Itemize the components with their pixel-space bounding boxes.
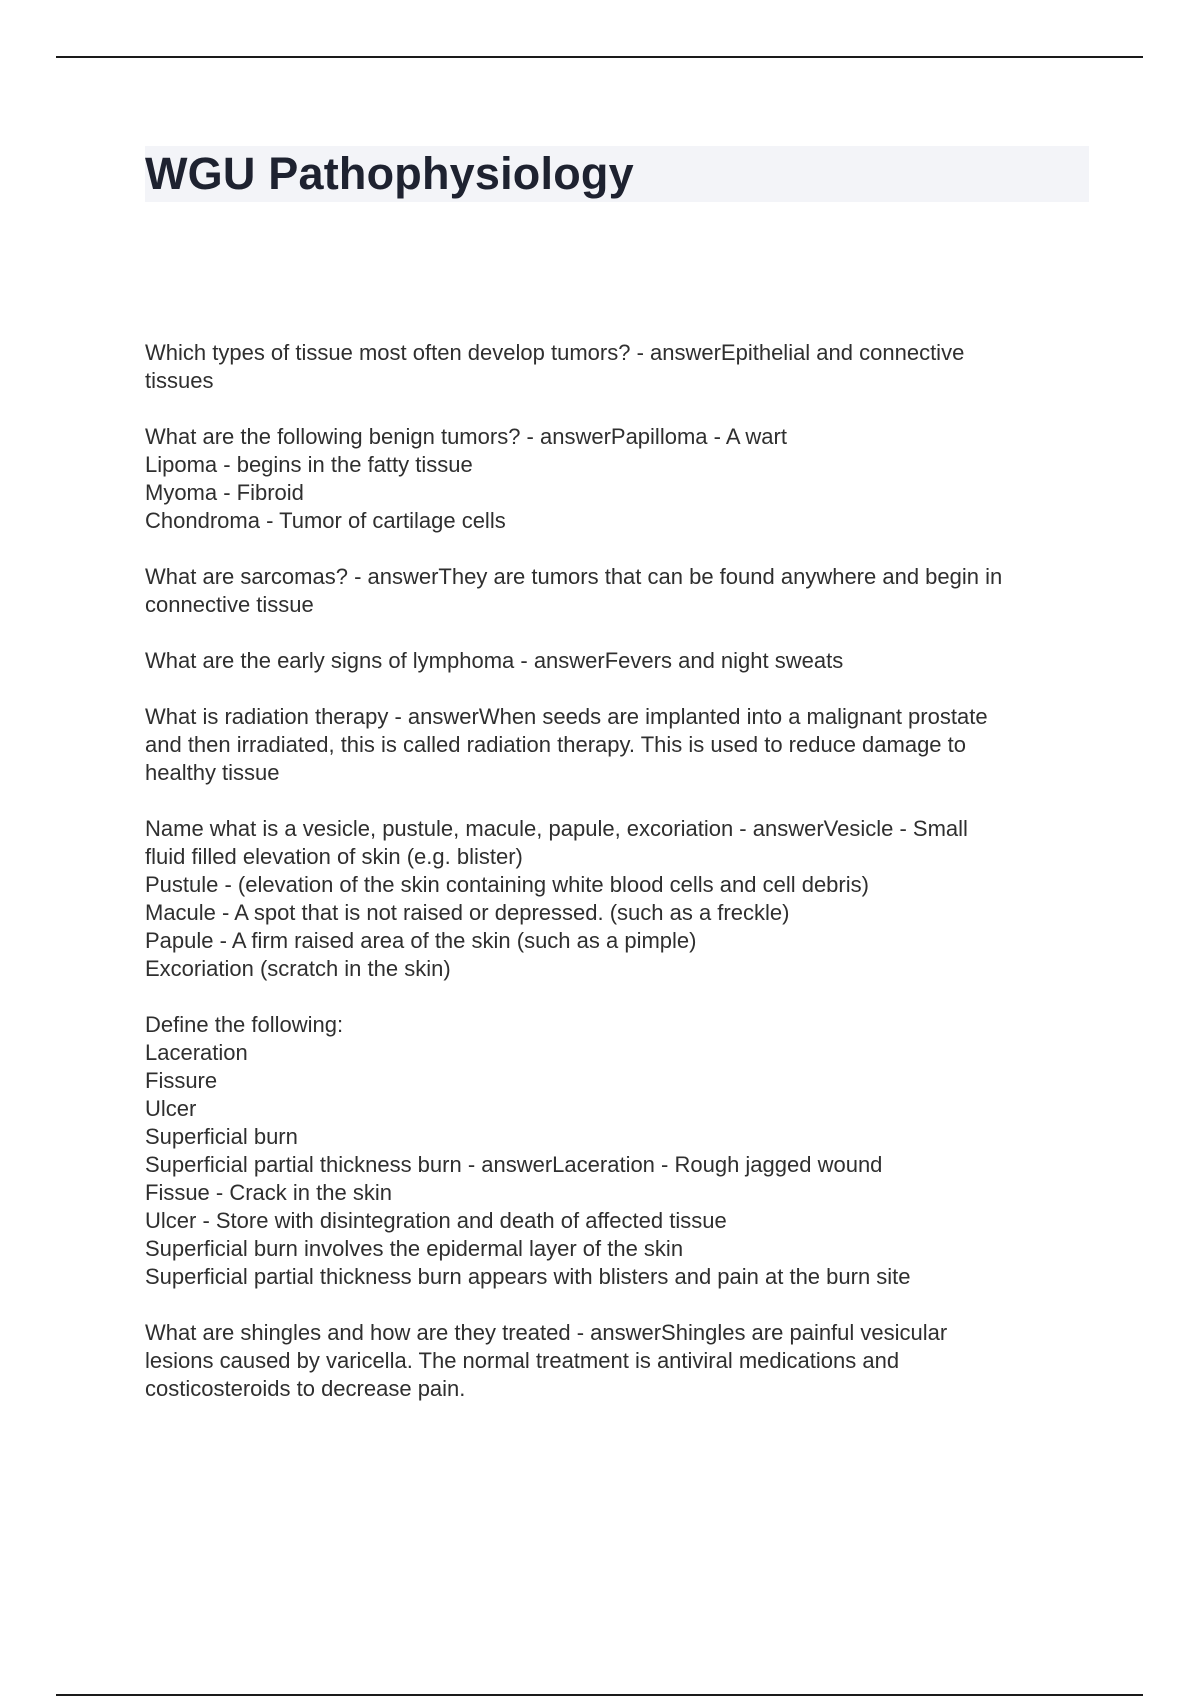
qa-entry-tumor-tissue <box>145 339 1095 395</box>
qa-entry-lymphoma <box>145 647 1095 675</box>
text-line: What are shingles and how are they treated - answerShingles are painful vesicular <box>145 1320 948 1345</box>
text-line: Laceration <box>145 1040 248 1065</box>
text-line: tissues <box>145 368 214 393</box>
text-line: Superficial partial thickness burn appears with blisters and pain at the burn site <box>145 1264 911 1289</box>
text-line: Superficial burn <box>145 1124 298 1149</box>
text-line: Myoma - Fibroid <box>145 480 304 505</box>
qa-entry-shingles <box>145 1319 1095 1403</box>
text-line: Name what is a vesicle, pustule, macule, papule, excoriation - answerVesicle - Small <box>145 816 968 841</box>
qa-entry-sarcomas <box>145 563 1095 619</box>
qa-entry-radiation-therapy <box>145 703 1095 787</box>
text-line: Define the following: <box>145 1012 344 1037</box>
text-line: Fissure <box>145 1068 218 1093</box>
text-line: and then irradiated, this is called radiation therapy. This is used to reduce damage to <box>145 732 967 757</box>
text-line: connective tissue <box>145 592 314 617</box>
qa-entry-wound-definitions <box>145 1011 1095 1291</box>
text-line: What is radiation therapy - answerWhen seeds are implanted into a malignant prostate <box>145 704 988 729</box>
text-line: costicosteroids to decrease pain. <box>145 1376 466 1401</box>
text-line: Superficial burn involves the epidermal layer of the skin <box>145 1236 684 1261</box>
text-line: fluid filled elevation of skin (e.g. blister) <box>145 844 523 869</box>
text-line: lesions caused by varicella. The normal treatment is antiviral medications and <box>145 1348 900 1373</box>
page-title: WGU Pathophysiology <box>145 148 634 199</box>
qa-entry-benign-tumors <box>145 423 1095 535</box>
text-line: Pustule - (elevation of the skin containing white blood cells and cell debris) <box>145 872 869 897</box>
text-line: What are the early signs of lymphoma - answerFevers and night sweats <box>145 648 844 673</box>
text-line: Macule - A spot that is not raised or depressed. (such as a freckle) <box>145 900 790 925</box>
qa-content <box>145 339 1095 1431</box>
text-line: What are the following benign tumors? - answerPapilloma - A wart <box>145 424 787 449</box>
text-line: Fissue - Crack in the skin <box>145 1180 392 1205</box>
text-line: Lipoma - begins in the fatty tissue <box>145 452 473 477</box>
bottom-divider <box>56 1694 1143 1696</box>
text-line: Ulcer - Store with disintegration and death of affected tissue <box>145 1208 727 1233</box>
text-line: healthy tissue <box>145 760 280 785</box>
text-line: Chondroma - Tumor of cartilage cells <box>145 508 506 533</box>
text-line: Which types of tissue most often develop tumors? - answerEpithelial and connective <box>145 340 965 365</box>
text-line: Superficial partial thickness burn - answerLaceration - Rough jagged wound <box>145 1152 883 1177</box>
text-line: What are sarcomas? - answerThey are tumors that can be found anywhere and begin in <box>145 564 1003 589</box>
text-line: Excoriation (scratch in the skin) <box>145 956 451 981</box>
top-divider <box>56 56 1143 58</box>
text-line: Papule - A firm raised area of the skin (such as a pimple) <box>145 928 697 953</box>
text-line: Ulcer <box>145 1096 197 1121</box>
qa-entry-skin-lesions <box>145 815 1095 983</box>
